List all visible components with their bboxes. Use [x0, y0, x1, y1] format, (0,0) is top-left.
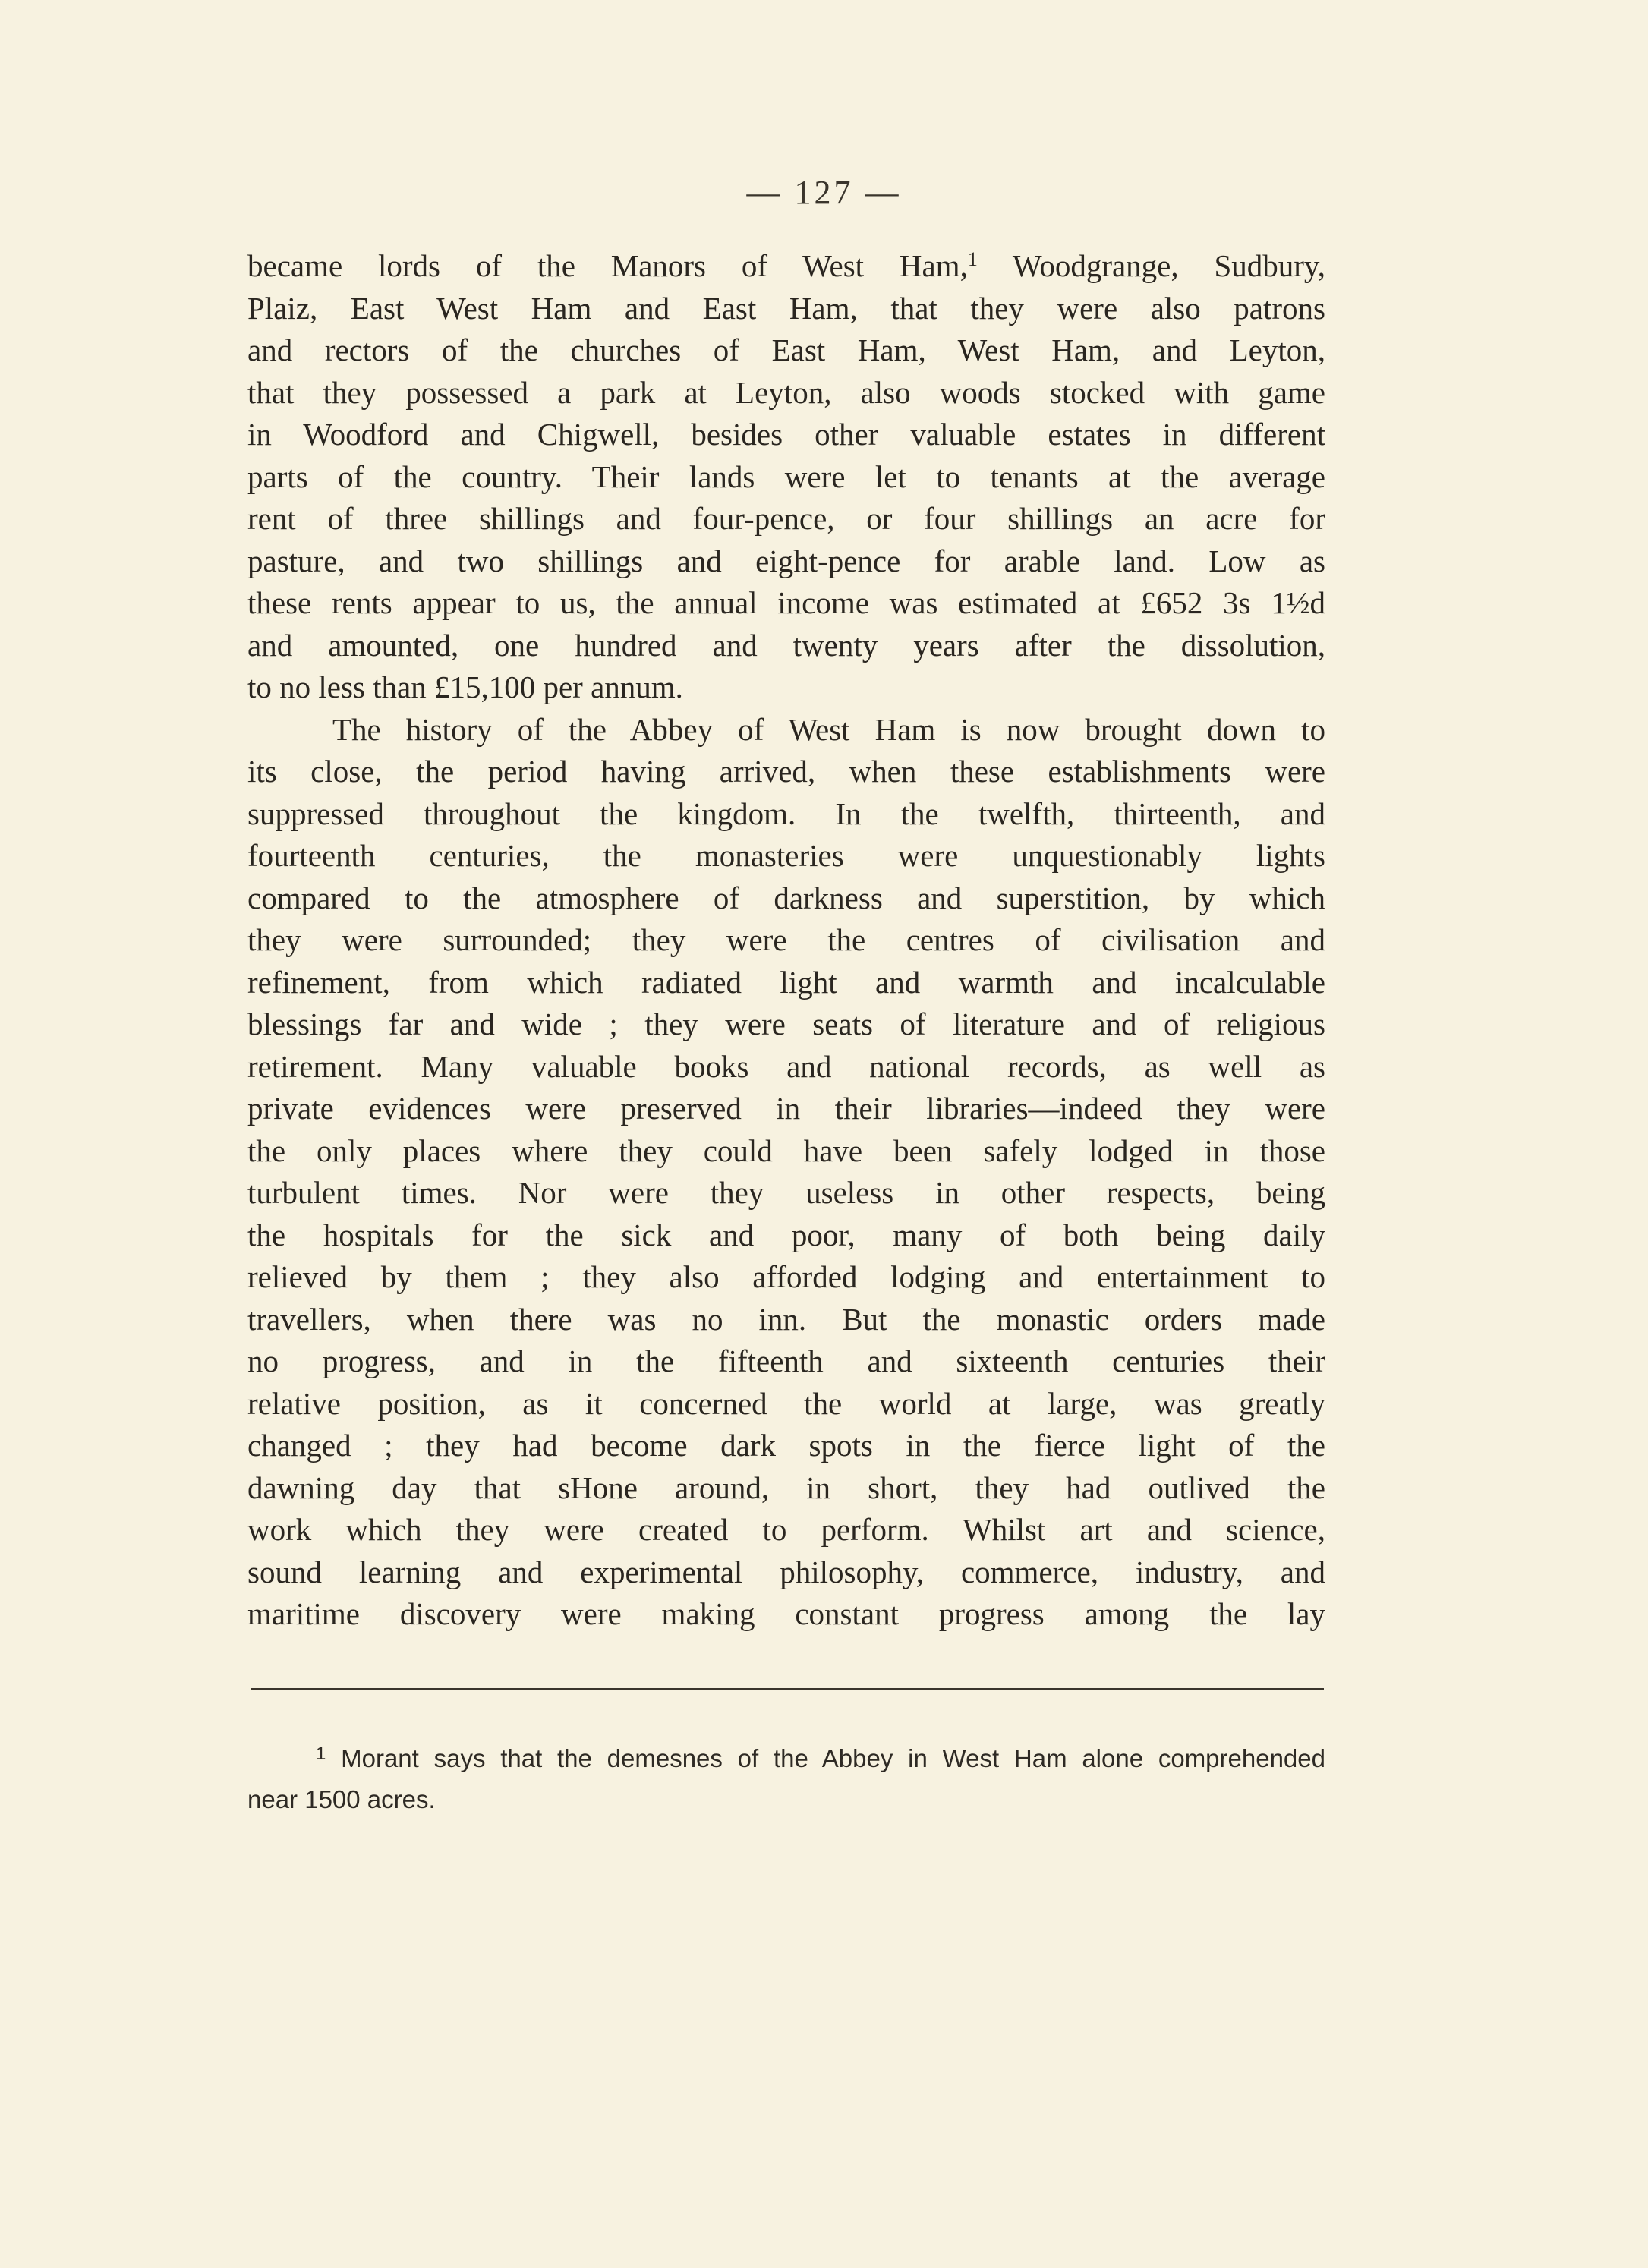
text-line: these rents appear to us, the annual income was estimated at £652 3s 1½d [247, 585, 1325, 620]
text-line: the only places where they could have been safely lodged in those [247, 1132, 1325, 1168]
text-line: Plaiz, East West Ham and East Ham, that they were also patrons [247, 290, 1325, 326]
text-line: refinement, from which radiated light and warmth and incalculable [247, 964, 1325, 1000]
text-line: retirement. Many valuable books and national records, as well as [247, 1048, 1325, 1084]
text-line: relieved by them ; they also afforded lodging and entertainment to [247, 1259, 1325, 1294]
text-line: rent of three shillings and four-pence, or four shillings an acre for [247, 501, 1325, 536]
page-number: — 127 — [746, 174, 902, 211]
footnote-divider [251, 1688, 1324, 1690]
text-line: relative position, as it concerned the world at large, was greatly [247, 1385, 1325, 1421]
footnote-line: $^1$ Morant says that the demesnes of the Abbey in West Ham alone comprehended [316, 1744, 1325, 1772]
text-line: its close, the period having arrived, when these establishments were [247, 754, 1325, 789]
footnote [247, 1738, 1325, 1820]
text-line: and amounted, one hundred and twenty years after the dissolution, [247, 627, 1325, 663]
text-line: sound learning and experimental philosophy, commerce, industry, and [247, 1554, 1325, 1589]
text-line: maritime discovery were making constant progress among the lay [247, 1596, 1325, 1631]
text-line: compared to the atmosphere of darkness and superstition, by which [247, 880, 1325, 915]
text-line: became lords of the Manors of West Ham,$^1$ Woodgrange, Sudbury, [247, 248, 1326, 283]
text-line: suppressed throughout the kingdom. In the twelfth, thirteenth, and [247, 795, 1325, 831]
text-line: fourteenth centuries, the monasteries were unquestionably lights [247, 838, 1325, 873]
text-line: dawning day that sHone around, in short, they had outlived the [247, 1469, 1325, 1505]
footnote-reference: 1 [967, 248, 978, 270]
text-line: no progress, and in the fifteenth and sixteenth centuries their [247, 1343, 1325, 1378]
text-line: blessings far and wide ; they were seats of literature and of religious [247, 1006, 1325, 1041]
text-line: The history of the Abbey of West Ham is now brought down to [332, 711, 1325, 747]
text-line: private evidences were preserved in their libraries—indeed they were [247, 1091, 1325, 1126]
text-line: that they possessed a park at Leyton, also woods stocked with game [247, 374, 1325, 410]
text-line: turbulent times. Nor were they useless in other respects, being [247, 1175, 1325, 1210]
text-line: changed ; they had become dark spots in the fierce light of the [247, 1428, 1325, 1463]
text-line: parts of the country. Their lands were let to tenants at the average [247, 458, 1325, 494]
text-line: pasture, and two shillings and eight-pence for arable land. Low as [247, 543, 1325, 578]
text-line: to no less than £15,100 per annum. [247, 669, 683, 704]
text-line: the hospitals for the sick and poor, many of both being daily [247, 1217, 1325, 1252]
footnote-line: near 1500 acres. [247, 1785, 436, 1813]
text-line: they were surrounded; they were the centres of civilisation and [247, 922, 1325, 957]
text-line: work which they were created to perform. Whilst art and science, [247, 1512, 1325, 1547]
text-line: in Woodford and Chigwell, besides other valuable estates in different [247, 417, 1325, 452]
text-line: travellers, when there was no inn. But the monastic orders made [247, 1301, 1325, 1337]
text-line: and rectors of the churches of East Ham, West Ham, and Leyton, [247, 332, 1325, 367]
footnote-mark: 1 [316, 1744, 326, 1764]
body-text [247, 245, 1325, 1636]
